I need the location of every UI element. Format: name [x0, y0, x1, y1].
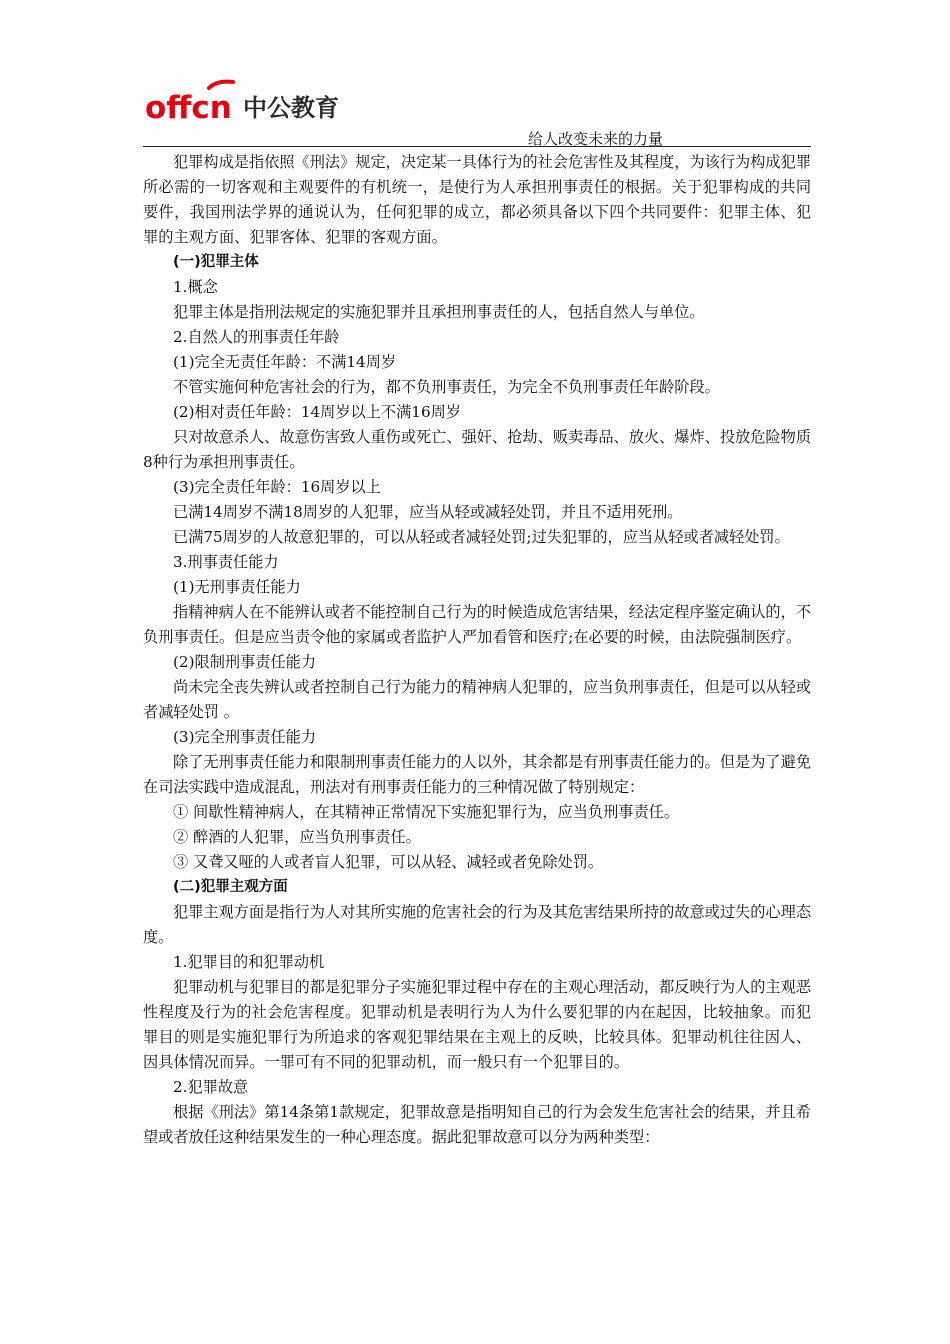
logo-latin-text: offcn — [145, 90, 232, 126]
paragraph: 不管实施何种危害社会的行为，都不负刑事责任，为完全不负刑事责任年龄阶段。 — [173, 378, 720, 396]
list-item: ② 醉酒的人犯罪，应当负刑事责任。 — [173, 828, 421, 846]
slogan: 给人改变未来的力量 — [527, 130, 663, 148]
paragraph: 指精神病人在不能辨认或者不能控制自己行为的时候造成危害结果，经法定程序鉴定确认的，不负刑事责任。但是应当责令他的家属或者监护人严加看管和医疗;在必要的时候，由法院强制医疗。 — [143, 603, 811, 646]
offcn-logo-mark — [143, 78, 243, 126]
paragraph: 除了无刑事责任能力和限制刑事责任能力的人以外，其余都是有刑事责任能力的。但是为了避免在司法实践中造成混乱，刑法对有刑事责任能力的三种情况做了特别规定： — [143, 753, 811, 796]
subheading: (2)相对责任年龄：14周岁以上不满16周岁 — [173, 403, 461, 421]
subheading: 2.自然人的刑事责任年龄 — [173, 328, 340, 346]
paragraph: 只对故意杀人、故意伤害致人重伤或死亡、强奸、抢劫、贩卖毒品、放火、爆炸、投放危险物质8种行为承担刑事责任。 — [143, 428, 811, 471]
paragraph: 已满75周岁的人故意犯罪的，可以从轻或者减轻处罚;过失犯罪的，应当从轻或者减轻处罚。 — [173, 528, 790, 546]
subheading: 1.犯罪目的和犯罪动机 — [173, 953, 325, 971]
subheading: (3)完全刑事责任能力 — [173, 728, 317, 746]
subheading: 1.概念 — [173, 278, 218, 296]
paragraph: 尚未完全丧失辨认或者控制自己行为能力的精神病人犯罪的，应当负刑事责任，但是可以从轻或者减轻处罚 。 — [143, 678, 811, 721]
section-heading-subject: (一)犯罪主体 — [173, 254, 259, 270]
logo-swoosh — [209, 82, 233, 88]
paragraph: 犯罪动机与犯罪目的都是犯罪分子实施犯罪过程中存在的主观心理活动，都反映行为人的主观恶性程度及行为的社会危害程度。犯罪动机是表明行为人为什么要犯罪的内在起因，比较抽象。而犯罪目的则是实施犯罪行为所追求的客观犯罪结果在主观上的反映，比较具体。犯罪动机往往因人、因具体情况而异。一罪可有不同的犯罪动机，而一般只有一个犯罪目的。 — [143, 978, 811, 1071]
list-item: ③ 又聋又哑的人或者盲人犯罪，可以从轻、减轻或者免除处罚。 — [173, 853, 604, 871]
document-body — [143, 150, 811, 1150]
subheading: (1)无刑事责任能力 — [173, 578, 301, 596]
paragraph: 根据《刑法》第14条第1款规定，犯罪故意是指明知自己的行为会发生危害社会的结果，并且希望或者放任这种结果发生的一种心理态度。据此犯罪故意可以分为两种类型： — [143, 1103, 811, 1146]
paragraph: 犯罪主观方面是指行为人对其所实施的危害社会的行为及其危害结果所持的故意或过失的心理态度。 — [143, 903, 811, 946]
paragraph: 已满14周岁不满18周岁的人犯罪，应当从轻或减轻处罚，并且不适用死刑。 — [173, 503, 683, 521]
logo-chinese-text: 中公教育 — [243, 94, 339, 122]
header-divider — [143, 146, 811, 147]
paragraph: 犯罪主体是指刑法规定的实施犯罪并且承担刑事责任的人，包括自然人与单位。 — [173, 303, 705, 321]
subheading: 3.刑事责任能力 — [173, 553, 279, 571]
section-heading-subjective: (二)犯罪主观方面 — [173, 879, 288, 895]
offcn-logo — [143, 78, 343, 126]
subheading: (3)完全责任年龄：16周岁以上 — [173, 478, 381, 496]
list-item: ① 间歇性精神病人，在其精神正常情况下实施犯罪行为，应当负刑事责任。 — [173, 803, 680, 821]
subheading: 2.犯罪故意 — [173, 1078, 249, 1096]
intro-paragraph: 犯罪构成是指依照《刑法》规定，决定某一具体行为的社会危害性及其程度，为该行为构成犯罪所必需的一切客观和主观要件的有机统一，是使行为人承担刑事责任的根据。关于犯罪构成的共同要件，我国刑法学界的通说认为，任何犯罪的成立，都必须具备以下四个共同要件：犯罪主体、犯罪的主观方面、犯罪客体、犯罪的客观方面。 — [143, 153, 811, 246]
page-header — [143, 78, 811, 148]
subheading: (2)限制刑事责任能力 — [173, 653, 317, 671]
subheading: (1)完全无责任年龄：不满14周岁 — [173, 353, 397, 371]
